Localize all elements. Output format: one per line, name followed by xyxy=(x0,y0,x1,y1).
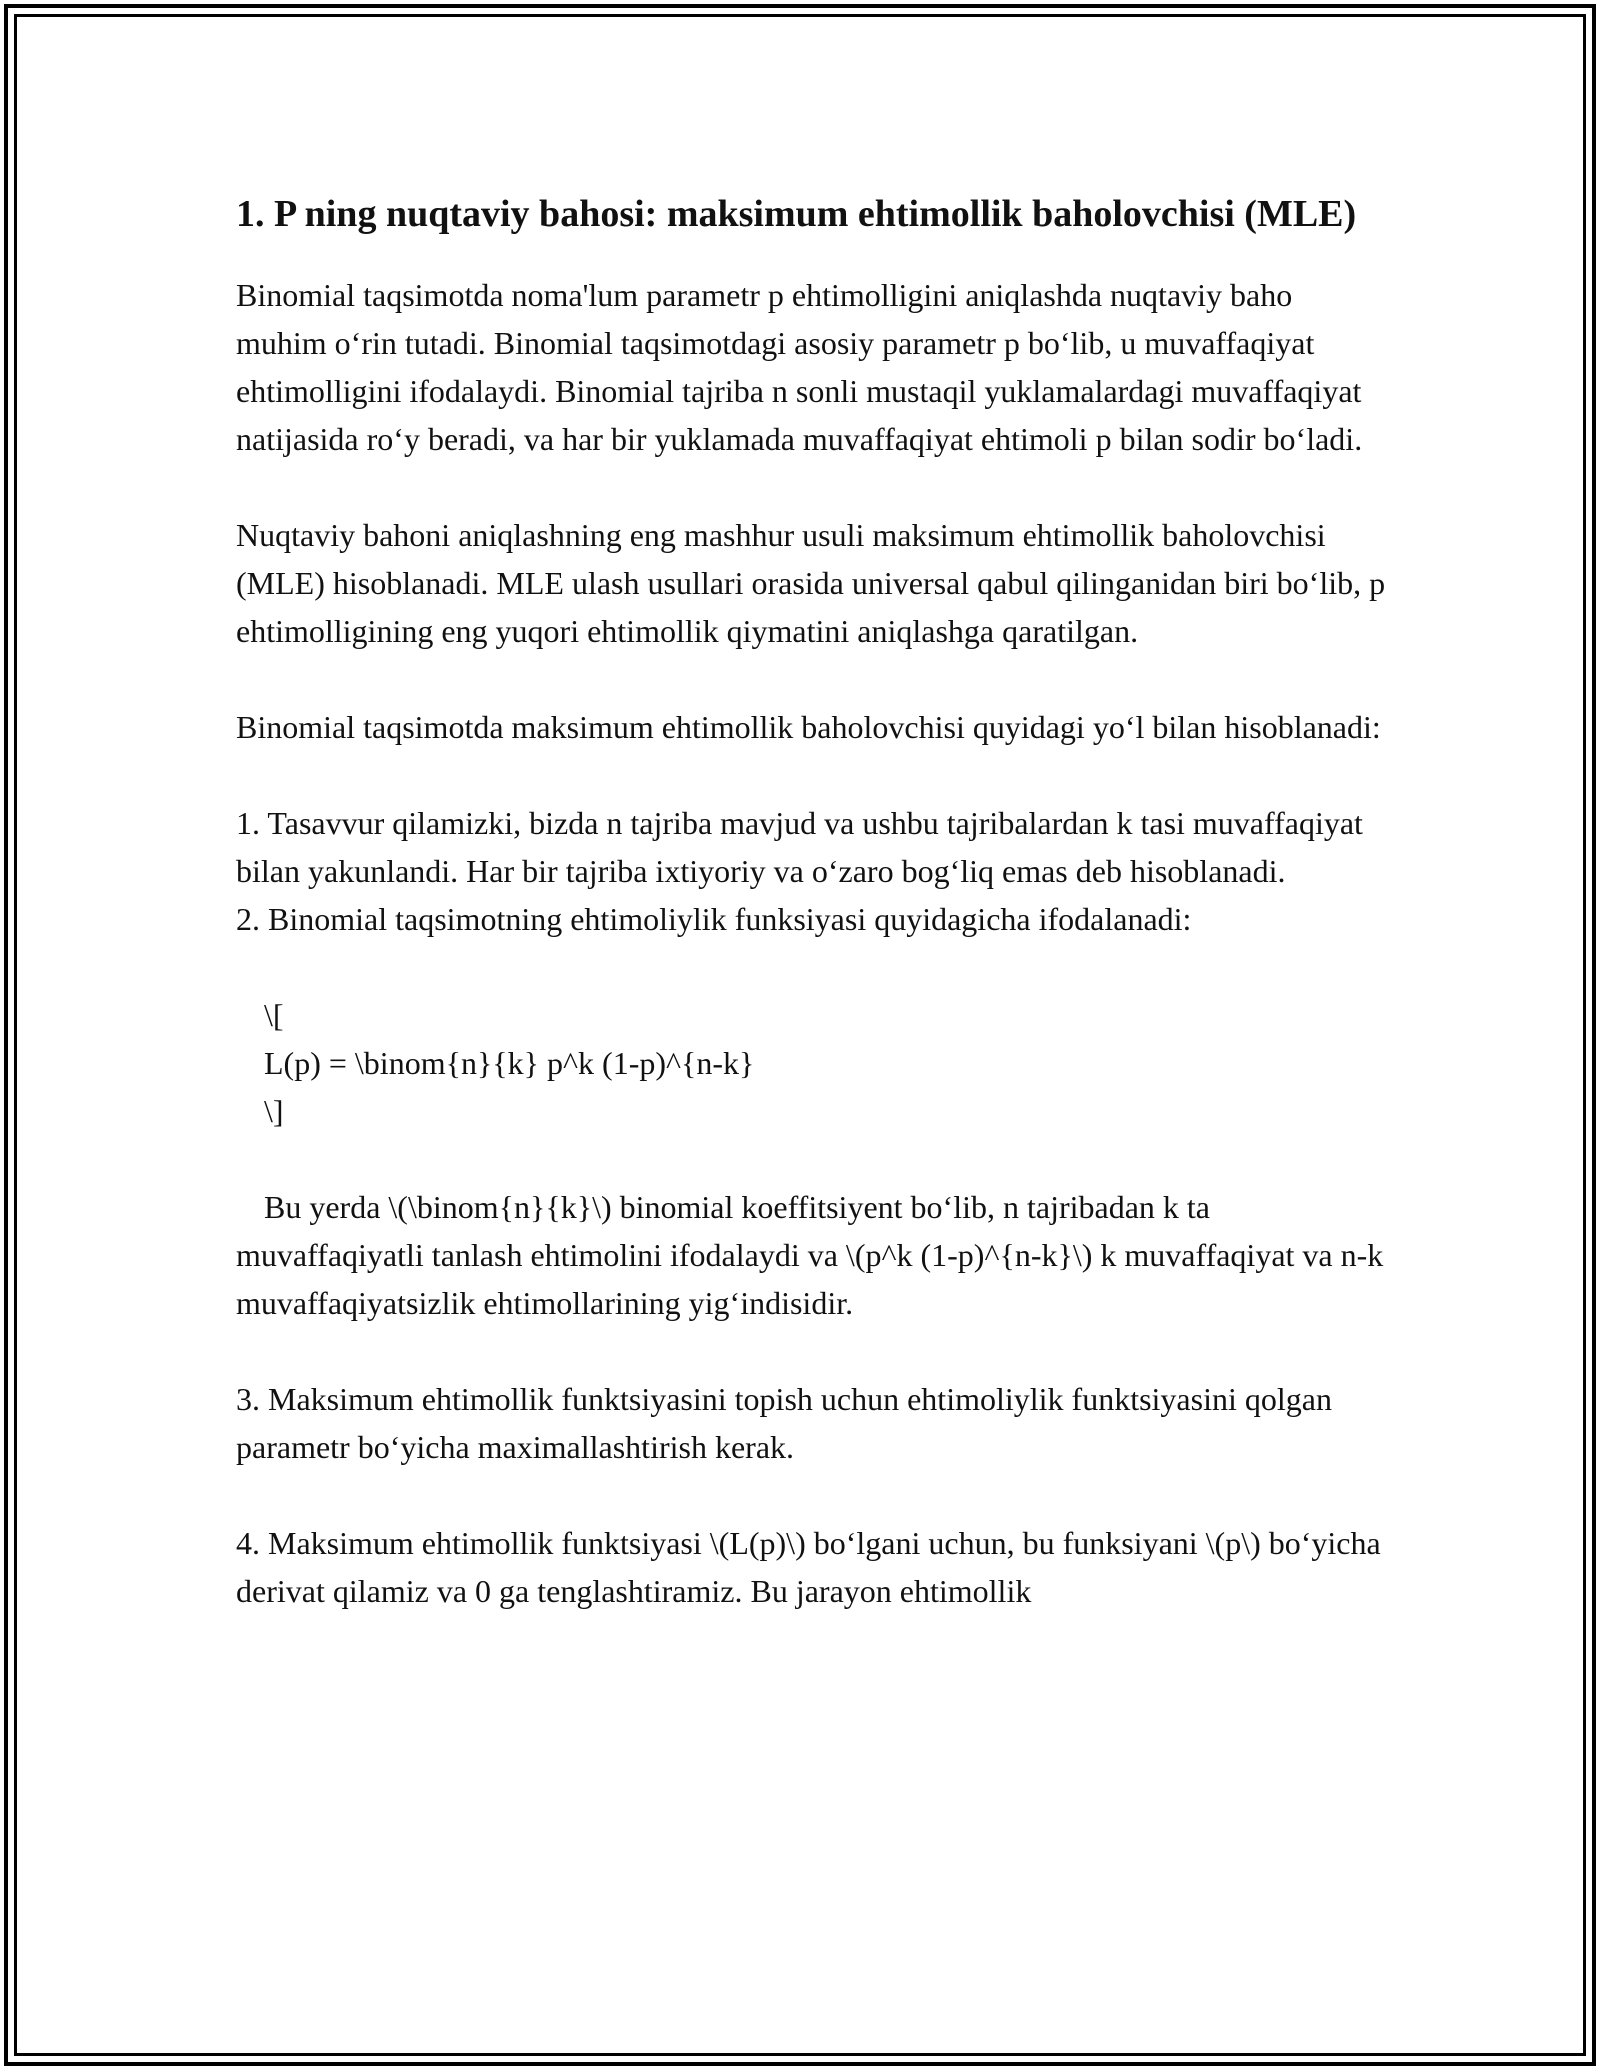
document-body xyxy=(236,186,1386,1615)
paragraph-mle-method: Nuqtaviy bahoni aniqlashning eng mashhur usuli maksimum ehtimollik baholovchisi (MLE) hisoblanadi. MLE ulash usullari orasida universal qabul qilinganidan biri bo‘lib, p ehtimolligining eng yuqori ehtimollik qiymatini aniqlashga qaratilgan. xyxy=(236,517,1386,649)
formula-explanation xyxy=(236,1183,1386,1327)
paragraph-mle-steps-intro: Binomial taqsimotda maksimum ehtimollik baholovchisi quyidagi yo‘l bilan hisoblanadi: xyxy=(236,709,1381,745)
formula-close-delimiter: \] xyxy=(264,1093,284,1129)
likelihood-formula xyxy=(236,991,1386,1135)
section-heading: 1. P ning nuqtaviy bahosi: maksimum ehtimollik baholovchisi (MLE) xyxy=(236,193,1357,235)
step-3: 3. Maksimum ehtimollik funktsiyasini topish uchun ehtimoliylik funktsiyasini qolgan parametr bo‘yicha maximallashtirish kerak. xyxy=(236,1381,1332,1465)
step-1: 1. Tasavvur qilamizki, bizda n tajriba mavjud va ushbu tajribalardan k tasi muvaffaqiyat bilan yakunlandi. Har bir tajriba ixtiyoriy va o‘zaro bog‘liq emas deb hisoblanadi. xyxy=(236,805,1363,889)
formula-explanation-text: Bu yerda \(\binom{n}{k}\) binomial koeffitsiyent bo‘lib, n tajribadan k ta muvaffaqiyatli tanlash ehtimolini ifodalaydi va \(p^k (1-p)^{n-k}\) k muvaffaqiyat va n-k muvaffaqiyatsizlik ehtimollarining yig‘indisidir. xyxy=(236,1189,1384,1321)
formula-open-delimiter: \[ xyxy=(264,997,284,1033)
step-4: 4. Maksimum ehtimollik funktsiyasi \(L(p)\) bo‘lgani uchun, bu funksiyani \(p\) bo‘yicha derivat qilamiz va 0 ga tenglashtiramiz. Bu jarayon ehtimollik xyxy=(236,1525,1381,1609)
paragraph-intro: Binomial taqsimotda noma'lum parametr p ehtimolligini aniqlashda nuqtaviy baho muhim o‘rin tutadi. Binomial taqsimotdagi asosiy parametr p bo‘lib, u muvaffaqiyat ehtimolligini ifodalaydi. Binomial tajriba n sonli mustaqil yuklamalardagi muvaffaqiyat natijasida ro‘y beradi, va har bir yuklamada muvaffaqiyat ehtimoli p bilan sodir bo‘ladi. xyxy=(236,277,1363,457)
formula-body: L(p) = \binom{n}{k} p^k (1-p)^{n-k} xyxy=(264,1045,755,1081)
step-2: 2. Binomial taqsimotning ehtimoliylik funksiyasi quyidagicha ifodalanadi: xyxy=(236,901,1192,937)
